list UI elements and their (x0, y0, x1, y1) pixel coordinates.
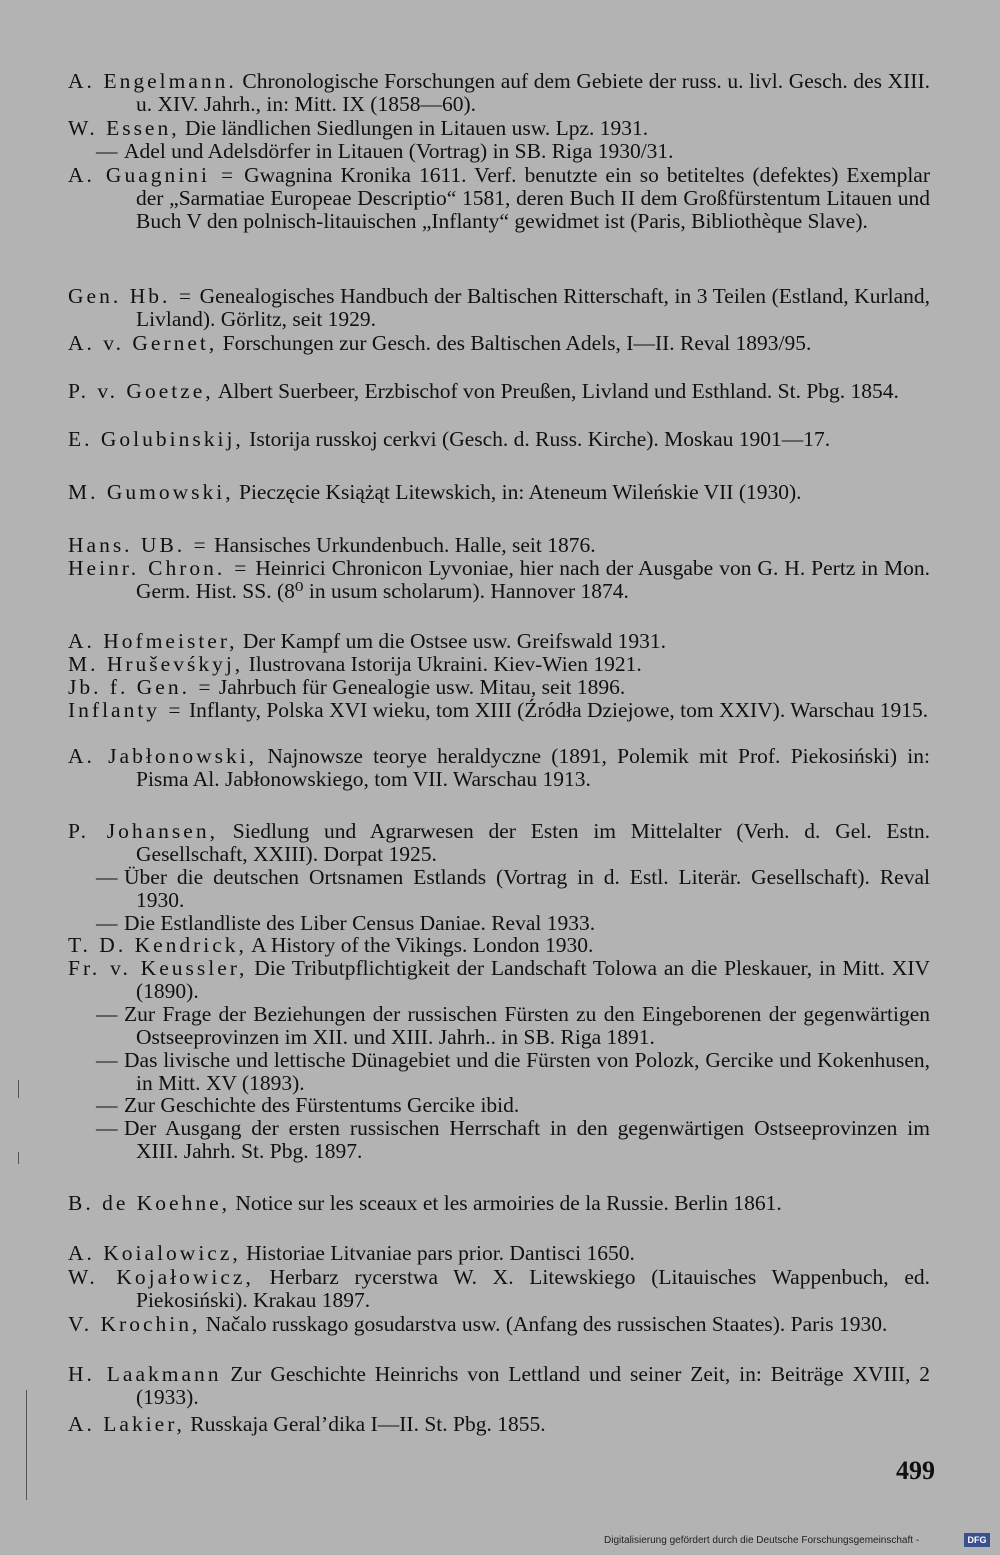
entry-subtext: Das livische und lettische Dünagebiet und die Fürsten von Polozk, Gercike und Kokenhusen, in Mitt. XV (1893). (124, 1047, 930, 1095)
entry-author: A. Hofmeister, (68, 629, 238, 653)
entry-text: Siedlung und Agrarwesen der Esten im Mittelalter (Verh. d. Gel. Estn. Gesellschaft, XXIII). Dorpat 1925. (136, 819, 931, 866)
entry-text: Russkaja Geral’dika I—II. St. Pbg. 1855. (184, 1412, 546, 1436)
continuation-dash: — (96, 138, 118, 163)
page-number: 499 (896, 1456, 935, 1485)
entry-text: Die ländlichen Siedlungen in Litauen usw. Lpz. 1931. (179, 116, 649, 140)
entry-inflanty (68, 699, 930, 722)
continuation-dash: — (96, 1116, 118, 1141)
entry-kendrick (68, 934, 930, 957)
entry-author: E. Golubinskij, (68, 427, 244, 451)
entry-subtext: Der Ausgang der ersten russischen Herrschaft in den gegenwärtigen Ostseeprovinzen im XIII. Jahrh. St. Pbg. 1897. (124, 1116, 930, 1164)
entry-hans-ub (68, 534, 930, 557)
digitization-credit: Digitalisierung gefördert durch die Deutsche Forschungsgemeinschaft - (604, 1535, 920, 1546)
entry-subtext: Zur Geschichte des Fürstentums Gercike ibid. (124, 1093, 520, 1118)
entry-text: Ilustrovana Istorija Ukraini. Kiev-Wien 1921. (243, 652, 642, 676)
entry-text: Notice sur les sceaux et les armoiries de la Russie. Berlin 1861. (230, 1191, 782, 1215)
entry-gumowski (68, 481, 930, 504)
entry-lakier (68, 1413, 930, 1436)
entry-author: B. de Koehne, (68, 1191, 230, 1215)
entry-gen-hb (68, 285, 930, 331)
continuation-dash: — (96, 910, 118, 935)
entry-text: Jahrbuch für Genealogie usw. Mitau, seit 1896. (213, 675, 626, 699)
entry-kojalowicz (68, 1266, 930, 1312)
dfg-logo: DFG (964, 1533, 990, 1547)
entry-author: Inflanty = (68, 698, 184, 722)
entry-text: Die Tributpflichtigkeit der Landschaft Tolowa an die Pleskauer, in Mitt. XIV (1890). (136, 956, 931, 1003)
entry-goetze (68, 380, 930, 403)
entry-koialowicz (68, 1242, 930, 1265)
entry-johansen (68, 820, 930, 935)
entry-author: M. Gumowski, (68, 480, 234, 504)
entry-text: Chronologische Forschungen auf dem Gebiete der russ. u. livl. Gesch. des XIII. u. XIV. Jahrh., in: Mitt. IX (1858—60). (136, 69, 930, 116)
entry-text: A History of the Vikings. London 1930. (246, 933, 594, 957)
entry-subtext: Die Estlandliste des Liber Census Daniae. Reval 1933. (124, 910, 596, 935)
entry-author: W. Essen, (68, 116, 180, 140)
entry-author: P. v. Goetze, (68, 379, 214, 403)
entry-jb-gen (68, 676, 930, 699)
entry-author: W. Kojałowicz, (68, 1265, 254, 1289)
entry-text: Gwagnina Kronika 1611. Verf. benutzte ein so betiteltes (defektes) Exemplar der „Sarmatiae Europeae Descriptio“ 1581, deren Buch II dem Großfürstentum Litauen und Buch V den polnisch-litauischen „Inflanty“ gewidmet ist (Paris, Bibliothèque Slave). (136, 163, 931, 233)
entry-author: H. Laakmann (68, 1362, 222, 1386)
entry-text: Načalo russkago gosudarstva usw. (Anfang des russischen Staates). Paris 1930. (200, 1312, 888, 1336)
entry-text: Inflanty, Polska XVI wieku, tom XIII (Źródła Dziejowe, tom XXIV). Warschau 1915. (183, 698, 929, 722)
entry-subtext: Zur Frage der Beziehungen der russischen Fürsten zu den Eingeborenen der gegenwärtigen Ostseeprovinzen im XII. und XIII. Jahrh.. in SB. Riga 1891. (124, 1001, 930, 1049)
entry-author: Hans. UB. = (68, 533, 209, 557)
entry-hrusevskyj (68, 653, 930, 676)
entry-essen (68, 117, 930, 163)
entry-author: A. Jabłonowski, (68, 744, 258, 768)
entry-text: Heinrici Chronicon Lyvoniae, hier nach der Ausgabe von G. H. Pertz in Mon. Germ. Hist. SS. (8⁰ in usum scholarum). Hannover 1874. (136, 556, 930, 603)
entry-text: Der Kampf um die Ostsee usw. Greifswald 1931. (237, 629, 667, 653)
entry-laakmann (68, 1363, 930, 1409)
entry-text: Albert Suerbeer, Erzbischof von Preußen, Livland und Esthland. St. Pbg. 1854. (213, 379, 899, 403)
entry-text: Najnowsze teorye heraldyczne (1891, Polemik mit Prof. Piekosiński) in: Pisma Al. Jabłonowskiego, tom VII. Warschau 1913. (136, 744, 930, 791)
continuation-dash: — (96, 1047, 118, 1072)
entry-author: A. Guagnini = (68, 163, 237, 187)
scan-mark (26, 1390, 27, 1500)
entry-author: M. Hruševśkyj, (68, 652, 244, 676)
entry-text: Istorija russkoj cerkvi (Gesch. d. Russ. Kirche). Moskau 1901—17. (243, 427, 831, 451)
entry-author: Fr. v. Keussler, (68, 956, 248, 980)
continuation-dash: — (96, 864, 118, 889)
entry-text: Zur Geschichte Heinrichs von Lettland und seiner Zeit, in: Beiträge XVIII, 2 (1933). (136, 1362, 930, 1409)
entry-text: Pieczęcie Książąt Litewskich, in: Ateneum Wileńskie VII (1930). (233, 480, 802, 504)
entry-author: A. v. Gernet, (68, 331, 218, 355)
entry-koehne (68, 1192, 930, 1215)
entry-krochin (68, 1313, 930, 1336)
entry-author: V. Krochin, (68, 1312, 201, 1336)
entry-author: A. Lakier, (68, 1412, 185, 1436)
entry-heinr-chron (68, 557, 930, 603)
entry-subtext: Über die deutschen Ortsnamen Estlands (Vortrag in d. Estl. Literär. Gesellschaft). Reval 1930. (124, 864, 930, 912)
entry-text: Forschungen zur Gesch. des Baltischen Adels, I—II. Reval 1893/95. (217, 331, 812, 355)
continuation-dash: — (96, 1093, 118, 1118)
entry-author: Heinr. Chron. = (68, 556, 250, 580)
entry-author: Gen. Hb. = (68, 284, 195, 308)
continuation-dash: — (96, 1001, 118, 1026)
entry-subtext: Adel und Adelsdörfer in Litauen (Vortrag) in SB. Riga 1930/31. (124, 138, 674, 163)
entry-text: Genealogisches Handbuch der Baltischen Ritterschaft, in 3 Teilen (Estland, Kurland, Livland). Görlitz, seit 1929. (136, 284, 930, 331)
entry-author: A. Koialowicz, (68, 1241, 241, 1265)
entry-author: A. Engelmann. (68, 69, 237, 93)
entry-text: Hansisches Urkundenbuch. Halle, seit 1876. (208, 533, 596, 557)
entry-author: P. Johansen, (68, 819, 218, 843)
scan-mark (18, 1080, 19, 1098)
entry-engelmann (68, 70, 930, 116)
entry-author: Jb. f. Gen. = (68, 675, 214, 699)
scan-mark (18, 1152, 19, 1164)
entry-author: T. D. Kendrick, (68, 933, 247, 957)
entry-text: Historiae Litvaniae pars prior. Dantisci 1650. (240, 1241, 635, 1265)
entry-gernet (68, 332, 930, 355)
entry-golubinskij (68, 428, 930, 451)
entry-keussler (68, 957, 930, 1163)
entry-guagnini (68, 164, 930, 233)
entry-jablonowski (68, 745, 930, 791)
entry-text: Herbarz rycerstwa W. X. Litewskiego (Litauisches Wappenbuch, ed. Piekosiński). Krakau 1897. (136, 1265, 930, 1312)
entry-hofmeister (68, 630, 930, 653)
